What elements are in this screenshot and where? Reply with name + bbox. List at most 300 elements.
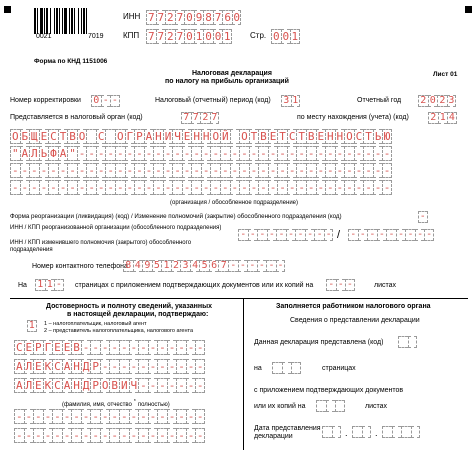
char-cell: - [31, 181, 38, 194]
barcode-bar [46, 8, 48, 34]
char-cell: - [140, 429, 147, 442]
char-cell: О [101, 379, 109, 392]
char-cell: - [130, 410, 138, 423]
char-cell: - [174, 164, 181, 177]
char-cell: - [327, 181, 334, 194]
char-cell: - [126, 164, 134, 177]
char-cell: - [73, 410, 80, 423]
received-sheets-field[interactable] [316, 400, 345, 412]
char-cell: - [50, 181, 57, 194]
char-cell: 7 [214, 11, 222, 24]
char-cell: Е [40, 130, 48, 143]
char-cell: С [54, 379, 61, 392]
char-cell: - [149, 360, 157, 373]
char-cell: - [260, 164, 267, 177]
char-cell: - [88, 164, 95, 177]
char-cell: Т [250, 130, 258, 143]
char-cell: - [365, 147, 372, 160]
char-cell: Р [92, 360, 99, 373]
char-cell [326, 400, 336, 412]
corner-marker-top-right [465, 6, 472, 13]
char-cell: О [241, 130, 248, 143]
char-cell: - [25, 410, 33, 423]
char-cell: - [159, 429, 166, 442]
char-cell: А [63, 360, 71, 373]
char-cell: Н [73, 360, 80, 373]
char-cell: - [279, 181, 286, 194]
char-cell: " [11, 147, 19, 160]
year-field[interactable] [418, 95, 456, 107]
char-cell: - [386, 229, 396, 241]
char-cell: - [183, 147, 191, 160]
char-cell: - [178, 429, 185, 442]
org-caption: (организация / обособленное подразделение) [170, 200, 299, 206]
char-cell [401, 426, 411, 438]
char-cell: 2 [437, 95, 447, 107]
inn-field[interactable] [146, 10, 241, 25]
correction-field[interactable] [91, 95, 120, 107]
char-cell: - [288, 147, 296, 160]
char-cell: - [298, 164, 305, 177]
char-cell: 6 [224, 11, 231, 24]
char-cell: - [145, 147, 153, 160]
char-cell [408, 336, 418, 348]
char-cell: Н [336, 130, 344, 143]
char-cell: - [101, 360, 109, 373]
char-cell: 7 [191, 112, 201, 124]
char-cell: - [314, 229, 324, 241]
char-cell: А [145, 130, 153, 143]
char-cell: - [298, 147, 305, 160]
char-cell: - [336, 147, 344, 160]
char-cell: - [120, 360, 128, 373]
char-cell: - [355, 147, 363, 160]
char-cell: - [44, 429, 52, 442]
char-cell: - [266, 260, 276, 272]
authority-field[interactable] [181, 112, 219, 124]
char-cell: Е [317, 130, 325, 143]
char-cell: - [187, 379, 195, 392]
period-label: Налоговый (отчетный) период (код) [155, 97, 271, 104]
char-cell: 2 [171, 260, 181, 272]
char-cell: - [63, 410, 71, 423]
char-cell: - [221, 164, 229, 177]
char-cell: Р [136, 130, 143, 143]
char-cell: - [202, 147, 210, 160]
char-cell: Ю [383, 130, 391, 143]
char-cell: - [44, 410, 52, 423]
char-cell: - [97, 181, 105, 194]
char-cell: - [15, 410, 23, 423]
char-cell: - [78, 147, 86, 160]
char-cell: - [116, 147, 124, 160]
char-cell: - [136, 181, 143, 194]
char-cell: - [149, 429, 157, 442]
char-cell: - [168, 379, 176, 392]
char-cell: Щ [31, 130, 38, 143]
barcode-bar [62, 8, 63, 34]
char-cell: - [145, 181, 153, 194]
char-cell: - [168, 429, 176, 442]
char-cell: 4 [133, 260, 143, 272]
representative-line-1[interactable] [14, 409, 205, 424]
char-cell: 9 [195, 11, 203, 24]
char-cell: - [164, 147, 172, 160]
char-cell: - [326, 279, 336, 291]
char-cell: - [202, 164, 210, 177]
char-cell: - [149, 379, 157, 392]
char-cell: В [111, 379, 119, 392]
char-cell: - [241, 164, 248, 177]
location-field[interactable] [428, 112, 457, 124]
org-name-line-1[interactable] [10, 129, 392, 144]
char-cell: - [174, 181, 181, 194]
char-cell: 1 [161, 260, 171, 272]
char-cell: - [63, 429, 71, 442]
copies-label: или их копий на [254, 403, 306, 410]
char-cell: - [336, 164, 344, 177]
org-name-line-2[interactable] [10, 146, 392, 161]
char-cell: - [247, 260, 257, 272]
date-year-field[interactable] [382, 426, 420, 438]
char-cell: - [155, 147, 162, 160]
char-cell: - [260, 147, 267, 160]
kpp-field[interactable] [146, 29, 232, 44]
barcode-bar [81, 8, 82, 34]
char-cell: С [50, 130, 57, 143]
char-cell: Е [63, 341, 71, 354]
barcode-bar [56, 8, 58, 34]
pages-count-field[interactable] [35, 279, 64, 291]
char-cell: - [35, 429, 42, 442]
barcode-number-right: 7019 [88, 33, 104, 40]
reorg-form-code-field[interactable] [418, 211, 428, 223]
char-cell: - [187, 360, 195, 373]
signer-patronymic-field[interactable] [14, 378, 205, 393]
char-cell: - [257, 229, 267, 241]
char-cell: 1 [291, 30, 299, 43]
char-cell: - [295, 229, 305, 241]
char-cell: - [238, 260, 248, 272]
received-pages-field[interactable] [272, 362, 301, 374]
char-cell: - [107, 164, 115, 177]
barcode-bar [86, 8, 87, 34]
char-cell: - [288, 181, 296, 194]
char-cell: - [327, 147, 334, 160]
presented-code-field[interactable] [398, 336, 417, 348]
char-cell: - [82, 410, 90, 423]
char-cell: - [260, 181, 267, 194]
char-cell: О [116, 130, 124, 143]
char-cell: " [69, 147, 76, 160]
char-cell: - [183, 164, 191, 177]
char-cell: В [73, 341, 80, 354]
char-cell: - [97, 147, 105, 160]
attach-label: с приложением подтверждающих документов [254, 387, 404, 394]
char-cell: 0 [272, 30, 280, 43]
char-cell: 7 [181, 112, 191, 124]
char-cell: И [120, 379, 128, 392]
char-cell: Р [35, 341, 42, 354]
char-cell: - [279, 147, 286, 160]
char-cell: С [288, 130, 296, 143]
char-cell: - [54, 410, 61, 423]
char-cell: - [73, 429, 80, 442]
char-cell: - [92, 410, 99, 423]
char-cell: - [241, 147, 248, 160]
barcode-number-left: 0021 [36, 33, 52, 40]
char-cell: - [250, 164, 258, 177]
char-cell: Л [25, 360, 33, 373]
char-cell: О [346, 130, 353, 143]
char-cell: - [101, 341, 109, 354]
char-cell [86, 129, 96, 144]
corner-marker-top-left [4, 6, 11, 13]
inn-label: ИНН [123, 12, 141, 21]
char-cell: 7 [211, 112, 218, 123]
char-cell: 0 [186, 11, 193, 24]
char-cell: - [231, 164, 239, 177]
char-cell: 0 [428, 95, 438, 107]
char-cell: В [69, 130, 76, 143]
char-cell: - [40, 181, 48, 194]
char-cell: Т [365, 130, 372, 143]
char-cell: - [196, 410, 204, 423]
signer-name-field[interactable] [14, 359, 205, 374]
char-cell: - [145, 164, 153, 177]
char-cell [411, 426, 421, 438]
char-cell: - [415, 229, 425, 241]
char-cell: - [69, 181, 76, 194]
page-label: Стр. [250, 31, 267, 40]
char-cell: А [59, 147, 67, 160]
char-cell: - [212, 164, 220, 177]
char-cell: - [358, 229, 368, 241]
char-cell: - [15, 429, 23, 442]
char-cell: Д [82, 360, 90, 373]
char-cell: 3 [180, 260, 190, 272]
phone-field[interactable] [123, 260, 285, 272]
char-cell: - [130, 360, 138, 373]
char-cell: - [336, 181, 344, 194]
year-label: Отчетный год [357, 97, 402, 104]
char-cell: - [111, 95, 118, 106]
char-cell [392, 426, 402, 438]
char-cell: - [149, 341, 157, 354]
char-cell: О [78, 130, 86, 143]
char-cell: - [187, 429, 195, 442]
sheets-count-field[interactable] [326, 279, 355, 291]
char-cell: - [269, 164, 277, 177]
reorg-kpp-field[interactable] [348, 229, 434, 241]
char-cell: - [267, 229, 277, 241]
char-cell: - [374, 181, 382, 194]
barcode-bar [40, 8, 43, 34]
org-name-line-3[interactable] [10, 163, 392, 178]
char-cell: А [21, 147, 29, 160]
char-cell: - [193, 181, 200, 194]
date-month-field[interactable] [352, 426, 371, 438]
char-cell: 2 [418, 95, 428, 107]
char-cell: 0 [186, 30, 193, 43]
char-cell: 1 [35, 279, 45, 291]
char-cell: - [183, 181, 191, 194]
char-cell: - [164, 164, 172, 177]
char-cell: 4 [448, 112, 455, 123]
char-cell: - [111, 341, 119, 354]
char-cell: - [111, 360, 119, 373]
char-cell: Н [202, 130, 210, 143]
char-cell: - [140, 360, 147, 373]
date-day-field[interactable] [322, 426, 341, 438]
barcode-bar [69, 8, 70, 34]
page-number-field[interactable] [271, 29, 300, 44]
char-cell: - [111, 429, 119, 442]
char-cell: Т [59, 130, 67, 143]
knd-code: Форма по КНД 1151006 [34, 58, 108, 65]
form-title: Налоговая декларация [192, 70, 272, 77]
pages-middle: страницах с приложением подтверждающих документов или их копий на [75, 282, 314, 289]
barcode-bar [37, 8, 38, 34]
char-cell: - [196, 341, 204, 354]
reorg-inn-kpp-label-2: ИНН / КПП изменившего полномочия (закрытого) обособленного подразделения [10, 240, 192, 253]
char-cell: 1 [195, 30, 203, 43]
char-cell: - [317, 164, 325, 177]
char-cell: С [355, 130, 363, 143]
barcode-bar [44, 8, 45, 34]
char-cell: - [307, 147, 315, 160]
period-field[interactable] [281, 95, 300, 107]
char-cell [282, 362, 292, 374]
barcode-bar [64, 8, 67, 34]
char-cell: - [426, 229, 433, 240]
char-cell: 7 [176, 30, 184, 43]
char-cell: - [136, 147, 143, 160]
char-cell: - [82, 341, 90, 354]
char-cell: 1 [223, 30, 231, 43]
barcode-bar [54, 8, 55, 34]
signer-code-field[interactable] [27, 320, 37, 332]
barcode-bar [59, 8, 60, 34]
char-cell: - [120, 410, 128, 423]
char-cell: О [212, 130, 220, 143]
char-cell: Н [73, 379, 80, 392]
char-cell: - [365, 181, 372, 194]
char-cell: - [269, 181, 277, 194]
char-cell: - [248, 229, 258, 241]
signer-surname-field[interactable] [14, 340, 205, 355]
char-cell: - [155, 164, 162, 177]
char-cell: - [383, 164, 391, 177]
char-cell: - [383, 181, 391, 194]
char-cell: - [317, 147, 325, 160]
reorg-inn-field[interactable] [238, 229, 333, 241]
char-cell: С [15, 341, 23, 354]
section-divider-vertical [243, 298, 244, 450]
char-cell: - [120, 341, 128, 354]
char-cell: Т [298, 130, 305, 143]
char-cell [291, 362, 301, 374]
char-cell [398, 336, 408, 348]
char-cell: - [78, 181, 86, 194]
char-cell: - [196, 429, 204, 442]
barcode-bar [74, 8, 75, 34]
char-cell: 7 [218, 260, 228, 272]
char-cell: - [269, 147, 277, 160]
char-cell: 8 [205, 11, 212, 24]
char-cell: - [126, 147, 134, 160]
char-cell: 4 [190, 260, 200, 272]
char-cell: 0 [233, 11, 240, 24]
char-cell: 1 [28, 320, 35, 331]
char-cell: - [355, 164, 363, 177]
char-cell: Е [183, 130, 191, 143]
char-cell: - [374, 164, 382, 177]
char-cell: - [92, 341, 99, 354]
presented-code-label: Данная декларация представлена (код) [254, 339, 384, 346]
char-cell: Н [327, 130, 334, 143]
char-cell: Ч [130, 379, 138, 392]
char-cell [362, 426, 372, 438]
char-cell: - [196, 360, 204, 373]
char-cell: В [260, 130, 267, 143]
char-cell [352, 426, 362, 438]
char-cell: А [15, 379, 23, 392]
char-cell: О [11, 130, 19, 143]
char-cell: - [346, 147, 353, 160]
char-cell: - [101, 410, 109, 423]
char-cell: 0 [205, 30, 212, 43]
representative-line-2[interactable] [14, 428, 205, 443]
signer-option-1: 1 – налогоплательщик, налоговый агент [44, 321, 147, 327]
char-cell: - [241, 181, 248, 194]
char-cell: - [327, 164, 334, 177]
signer-option-2: 2 – представитель налогоплательщика, налогового агента [44, 328, 194, 334]
char-cell: Е [35, 360, 42, 373]
char-cell: - [174, 147, 181, 160]
reorg-form-label: Форма реорганизации (ликвидация) (код) / Изменение полномочий (закрытие) обособленного подразделения (код) [10, 213, 342, 220]
char-cell: - [101, 429, 109, 442]
char-cell: 3 [448, 95, 455, 106]
char-cell: - [419, 211, 426, 222]
char-cell: - [25, 429, 33, 442]
char-cell: - [231, 147, 239, 160]
char-cell: - [288, 164, 296, 177]
char-cell: - [355, 181, 363, 194]
char-cell: Е [35, 379, 42, 392]
reorg-inn-kpp-label: ИНН / КПП реорганизованной организации (обособленного подразделения) [10, 225, 222, 231]
char-cell: - [140, 410, 147, 423]
char-cell: Е [269, 130, 277, 143]
char-cell: - [276, 229, 286, 241]
char-cell: - [82, 429, 90, 442]
char-cell: - [50, 164, 57, 177]
char-cell: - [178, 379, 185, 392]
char-cell: - [396, 229, 406, 241]
char-cell: Р [92, 379, 99, 392]
org-name-line-4[interactable] [10, 180, 392, 195]
char-cell: - [149, 410, 157, 423]
char-cell: - [126, 181, 134, 194]
char-cell: 5 [152, 260, 162, 272]
sheet-label: Лист 01 [433, 71, 458, 78]
char-cell: - [231, 181, 239, 194]
char-cell: - [346, 181, 353, 194]
char-cell: - [221, 181, 229, 194]
date-label-2: декларации [254, 433, 293, 440]
char-cell: - [178, 360, 185, 373]
char-cell: - [405, 229, 415, 241]
